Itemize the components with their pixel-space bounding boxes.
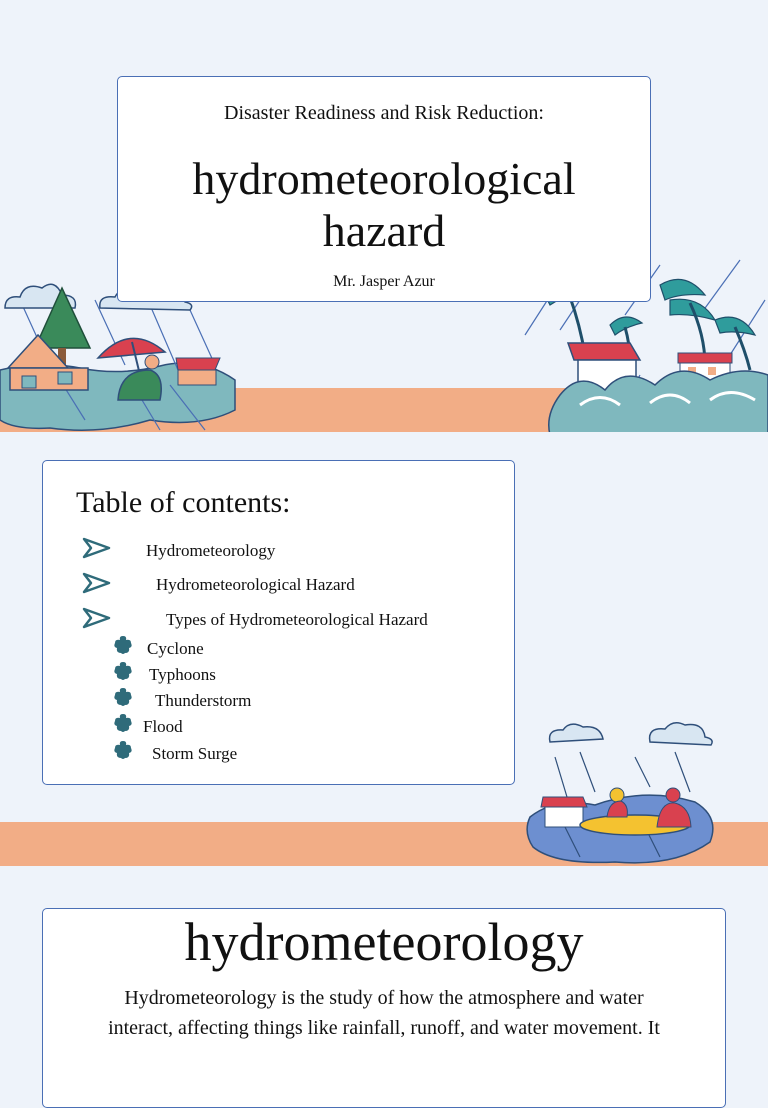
rescue-boat-illustration: [525, 717, 720, 867]
flower-bullet-icon: [113, 661, 133, 681]
toc-sub-item-flood[interactable]: Flood: [143, 717, 183, 736]
slide-body-line1: Hydrometeorology is the study of how the atmosphere and water: [124, 987, 644, 1009]
toc-sub-item-storm-surge[interactable]: Storm Surge: [152, 744, 238, 763]
flower-bullet-icon: [113, 687, 133, 707]
presentation-title-line2: hazard: [322, 205, 446, 256]
flower-bullet-icon: [113, 635, 133, 655]
toc-item-hydrometeorology[interactable]: Hydrometeorology: [146, 541, 276, 560]
arrow-chevron-icon: [81, 606, 113, 630]
toc-item-hydrometeorological-hazard[interactable]: Hydrometeorological Hazard: [156, 575, 355, 594]
flower-bullet-icon: [113, 740, 133, 760]
arrow-chevron-icon: [81, 536, 113, 560]
slide-body-line2: interact, affecting things like rainfall, runoff, and water movement. It: [108, 1017, 660, 1039]
presentation-author: Mr. Jasper Azur: [333, 273, 435, 290]
toc-heading: Table of contents:: [76, 486, 291, 519]
flower-bullet-icon: [113, 713, 133, 733]
hydrometeorology-slide: [0, 866, 768, 1039]
content-card: [42, 908, 726, 1108]
toc-sub-item-cyclone[interactable]: Cyclone: [147, 639, 204, 658]
toc-item-types-of-hazard[interactable]: Types of Hydrometeorological Hazard: [166, 610, 428, 629]
toc-sub-item-thunderstorm[interactable]: Thunderstorm: [155, 691, 252, 710]
toc-sub-item-typhoons[interactable]: Typhoons: [149, 665, 216, 684]
presentation-subtitle: Disaster Readiness and Risk Reduction:: [224, 102, 544, 124]
toc-card: [42, 460, 515, 785]
title-slide: [0, 0, 768, 432]
slide-title: hydrometeorology: [184, 912, 584, 972]
presentation-title-line1: hydrometeorological: [192, 153, 576, 204]
arrow-chevron-icon: [81, 571, 113, 595]
toc-slide: [0, 432, 768, 866]
title-card: [117, 76, 651, 302]
